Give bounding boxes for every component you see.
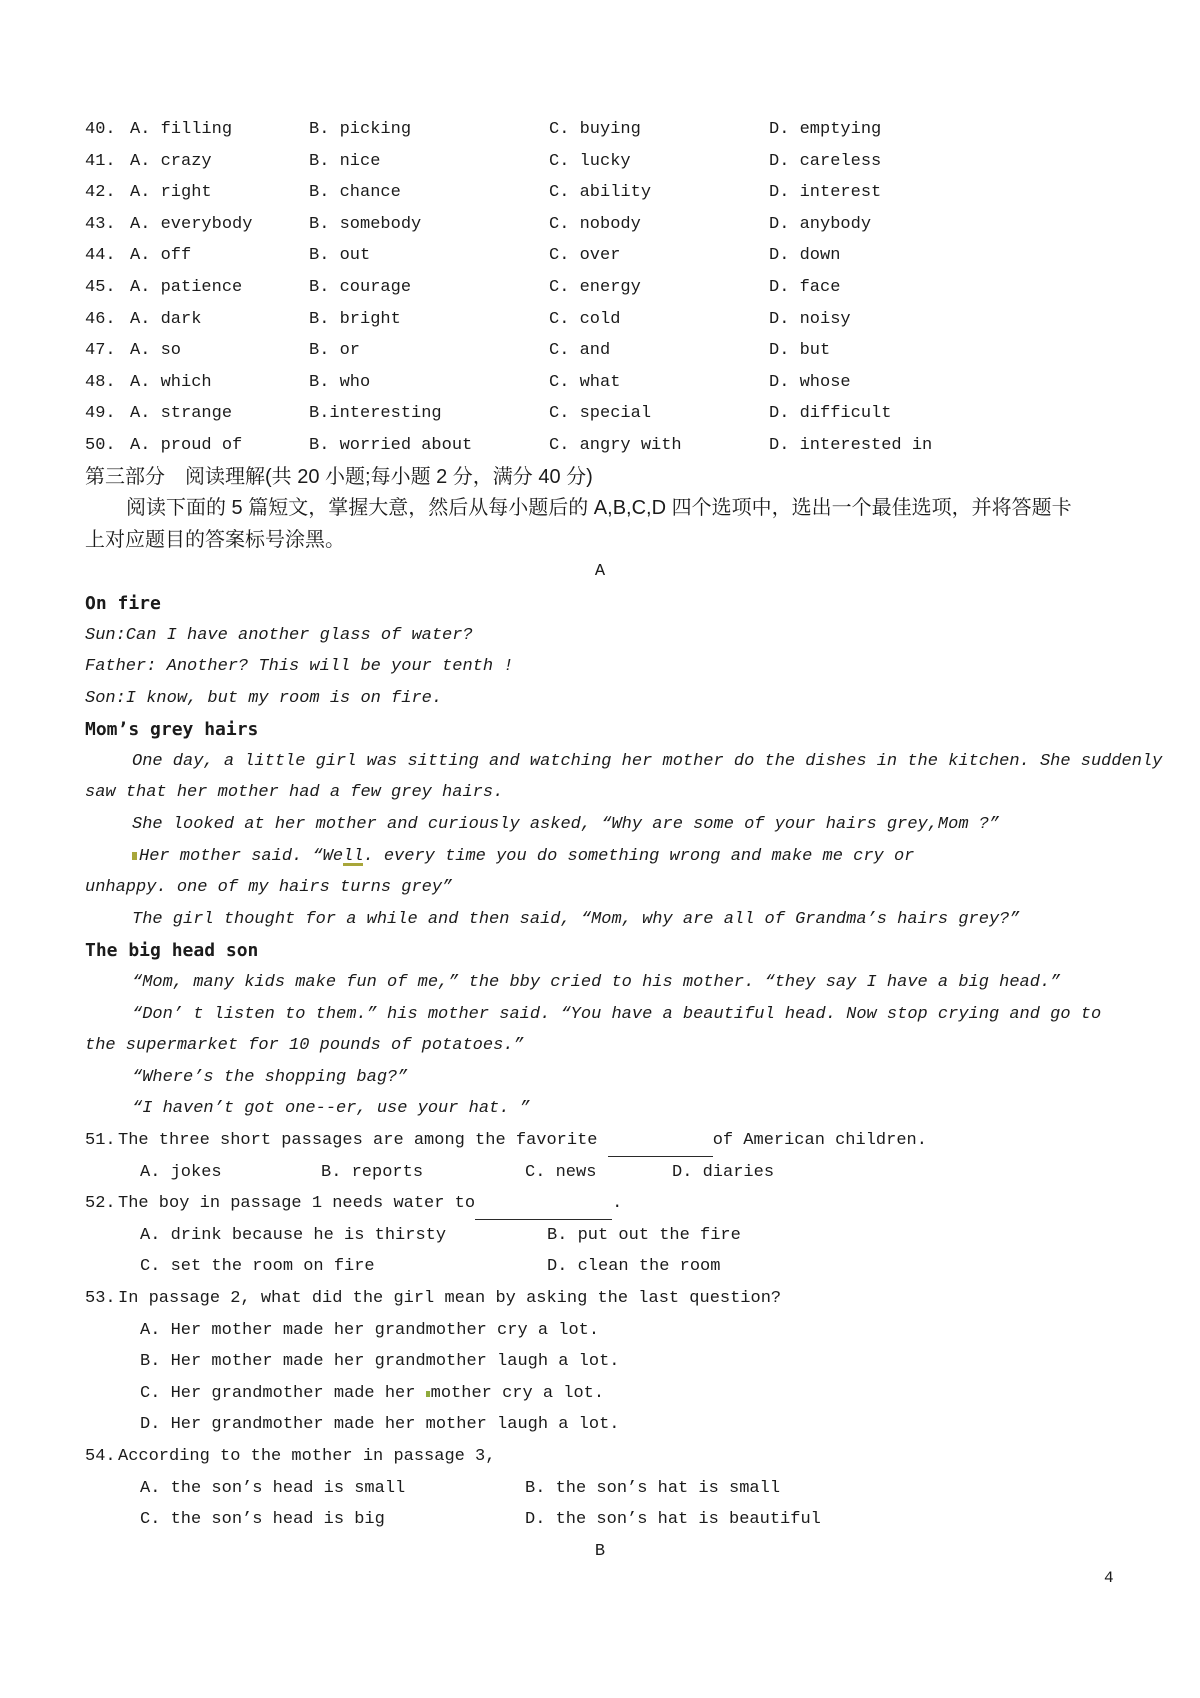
- question-number: 45.: [85, 277, 116, 297]
- cloze-row: [0, 177, 1200, 209]
- passage-title-on-fire: On fire: [85, 592, 161, 614]
- passage-line: Sun:Can I have another glass of water?: [85, 625, 473, 645]
- option-c: C. set the room on fire: [140, 1257, 375, 1277]
- passage-line: “Don’ t listen to them.” his mother said. “You have a beautiful head. Now stop crying and go to: [132, 1004, 1102, 1024]
- option-d: D. difficult: [769, 404, 892, 424]
- option-b: B. somebody: [309, 214, 422, 234]
- question-52-stem: [0, 1188, 1200, 1220]
- question-number: 41.: [85, 151, 116, 171]
- option-a: A. so: [130, 341, 182, 361]
- option-c: C. angry with: [549, 435, 682, 455]
- cloze-row: [0, 398, 1200, 430]
- passage-text: . every time you do something wrong and make me cry or: [363, 846, 915, 866]
- option-c: C. energy: [549, 277, 641, 297]
- passage-label-b: B: [594, 1541, 606, 1561]
- passage-title-grey-hairs: Mom’s grey hairs: [85, 719, 259, 741]
- option-c: C. lucky: [549, 151, 631, 171]
- cloze-row: [0, 367, 1200, 399]
- question-number: 54.: [85, 1446, 116, 1466]
- option-b: B. picking: [309, 120, 412, 139]
- option-a: A. patience: [130, 277, 243, 297]
- cloze-row: [0, 114, 1200, 146]
- passage-line: unhappy. one of my hairs turns grey”: [85, 878, 453, 898]
- option-c: C. what: [549, 372, 621, 392]
- stem-text: .: [612, 1194, 623, 1214]
- passage-line: One day, a little girl was sitting and watching her mother do the dishes in the kitchen. She suddenly: [132, 751, 1163, 771]
- cloze-row: [0, 304, 1200, 336]
- option-b: B. bright: [309, 309, 401, 329]
- option-a: A. crazy: [130, 151, 212, 171]
- option-d: D. face: [769, 277, 841, 297]
- option-d: D. clean the room: [547, 1257, 721, 1277]
- option-d: D. anybody: [769, 214, 872, 234]
- question-number: 46.: [85, 309, 116, 329]
- option-c: C. the son’s head is big: [140, 1510, 385, 1530]
- option-c: C. buying: [549, 120, 641, 139]
- option-a: A. right: [130, 183, 212, 203]
- option-d: D. noisy: [769, 309, 851, 329]
- passage-line: Son:I know, but my room is on fire.: [85, 688, 443, 708]
- passage-line: “Where’s the shopping bag?”: [132, 1067, 408, 1087]
- stem-text: of American children.: [712, 1131, 927, 1150]
- option-b: B. put out the fire: [547, 1225, 741, 1245]
- passage-line: the supermarket for 10 pounds of potatoes.”: [85, 1036, 524, 1056]
- stem-text: In passage 2, what did the girl mean by asking the last question?: [118, 1288, 782, 1308]
- option-a: A. everybody: [130, 214, 253, 234]
- fill-in-blank: [475, 1188, 612, 1220]
- option-a: A. off: [130, 246, 192, 266]
- question-53-option-b: B. Her mother made her grandmother laugh a lot.: [140, 1352, 620, 1372]
- option-a: A. which: [130, 372, 212, 392]
- option-d: D. whose: [769, 372, 851, 392]
- spellcheck-mark: [426, 1391, 430, 1397]
- option-b: B. the son’s hat is small: [525, 1478, 781, 1498]
- passage-line: The girl thought for a while and then said, “Mom, why are all of Grandma’s hairs grey?”: [132, 909, 1020, 929]
- option-b: B. worried about: [309, 435, 473, 455]
- option-c: C. cold: [549, 309, 621, 329]
- passage-line: saw that her mother had a few grey hairs.: [85, 783, 504, 803]
- option-text: mother cry a lot.: [430, 1383, 605, 1403]
- question-number: 48.: [85, 372, 116, 392]
- question-53-option-c: [0, 1378, 1200, 1410]
- option-d: D. diaries: [672, 1162, 775, 1182]
- option-d: D. the son’s hat is beautiful: [525, 1510, 821, 1530]
- option-a: A. proud of: [130, 435, 243, 455]
- passage-line: Father: Another? This will be your tenth !: [85, 657, 514, 677]
- option-c: C. nobody: [549, 214, 641, 234]
- question-54-options-row: [0, 1504, 1200, 1536]
- question-number: 50.: [85, 435, 116, 455]
- option-d: D. interested in: [769, 435, 933, 455]
- option-b: B. or: [309, 341, 361, 361]
- instruction-line-2: 上对应题目的答案标号涂黑。: [85, 528, 345, 551]
- option-c: C. and: [549, 341, 611, 361]
- cloze-row: [0, 240, 1200, 272]
- spellcheck-underlined-text: ll: [343, 846, 364, 866]
- section-heading: 第三部分 阅读理解(共 20 小题;每小题 2 分，满分 40 分): [85, 465, 593, 488]
- option-c: C. ability: [549, 183, 652, 203]
- option-a: A. dark: [130, 309, 202, 329]
- question-number: 49.: [85, 404, 116, 424]
- question-number: 53.: [85, 1288, 116, 1308]
- option-a: A. filling: [130, 120, 233, 139]
- option-b: B. chance: [309, 183, 401, 203]
- question-54-stem: [0, 1441, 1200, 1473]
- question-number: 51.: [85, 1131, 116, 1150]
- question-number: 44.: [85, 246, 116, 266]
- question-51-options: [0, 1157, 1200, 1189]
- option-a: A. the son’s head is small: [140, 1478, 406, 1498]
- cloze-row: [0, 209, 1200, 241]
- passage-text: Her mother said. “We: [139, 846, 344, 866]
- stem-text: The boy in passage 1 needs water to: [118, 1194, 476, 1214]
- option-d: D. but: [769, 341, 831, 361]
- option-d: D. emptying: [769, 120, 882, 139]
- passage-title-big-head-son: The big head son: [85, 940, 259, 962]
- question-52-options-row: [0, 1251, 1200, 1283]
- option-d: D. down: [769, 246, 841, 266]
- question-number: 40.: [85, 120, 116, 139]
- passage-line: “Mom, many kids make fun of me,” the bby cried to his mother. “they say I have a big head.”: [132, 973, 1061, 993]
- question-53-option-d: D. Her grandmother made her mother laugh a lot.: [140, 1415, 620, 1435]
- cloze-row: [0, 146, 1200, 178]
- cloze-row: [0, 272, 1200, 304]
- option-a: A. jokes: [140, 1162, 222, 1182]
- fill-in-blank: [608, 1125, 713, 1157]
- option-b: B. out: [309, 246, 371, 266]
- option-a: A. drink because he is thirsty: [140, 1225, 447, 1245]
- question-52-options-row: [0, 1220, 1200, 1252]
- option-b: B. who: [309, 372, 371, 392]
- question-54-options-row: [0, 1473, 1200, 1505]
- question-number: 52.: [85, 1194, 116, 1214]
- option-c: C. special: [549, 404, 652, 424]
- passage-line: [0, 841, 1200, 873]
- option-a: A. strange: [130, 404, 233, 424]
- question-53-stem: [0, 1283, 1200, 1315]
- question-number: 42.: [85, 183, 116, 203]
- stem-text: According to the mother in passage 3,: [118, 1446, 496, 1466]
- cloze-row: [0, 335, 1200, 367]
- option-text: C. Her grandmother made her: [140, 1383, 426, 1403]
- instruction-line-1: 阅读下面的 5 篇短文，掌握大意，然后从每小题后的 A,B,C,D 四个选项中，选出一个最佳选项，并将答题卡: [126, 497, 1072, 520]
- option-d: D. interest: [769, 183, 882, 203]
- question-number: 43.: [85, 214, 116, 234]
- page-number: 4: [1104, 1569, 1114, 1587]
- spellcheck-mark: [132, 852, 137, 860]
- option-d: D. careless: [769, 151, 882, 171]
- passage-line: She looked at her mother and curiously asked, “Why are some of your hairs grey,Mom ?”: [132, 815, 1000, 835]
- option-b: B.interesting: [309, 404, 442, 424]
- option-c: C. news: [525, 1162, 597, 1182]
- passage-label-a: A: [594, 562, 606, 582]
- question-51-stem: [0, 1125, 1200, 1157]
- question-53-option-a: A. Her mother made her grandmother cry a lot.: [140, 1320, 600, 1340]
- cloze-row: [0, 430, 1200, 462]
- option-c: C. over: [549, 246, 621, 266]
- option-b: B. courage: [309, 277, 412, 297]
- option-b: B. nice: [309, 151, 381, 171]
- passage-line: “I haven’t got one--er, use your hat. ”: [132, 1099, 530, 1119]
- question-number: 47.: [85, 341, 116, 361]
- stem-text: The three short passages are among the favorite: [118, 1131, 608, 1150]
- option-b: B. reports: [321, 1162, 424, 1182]
